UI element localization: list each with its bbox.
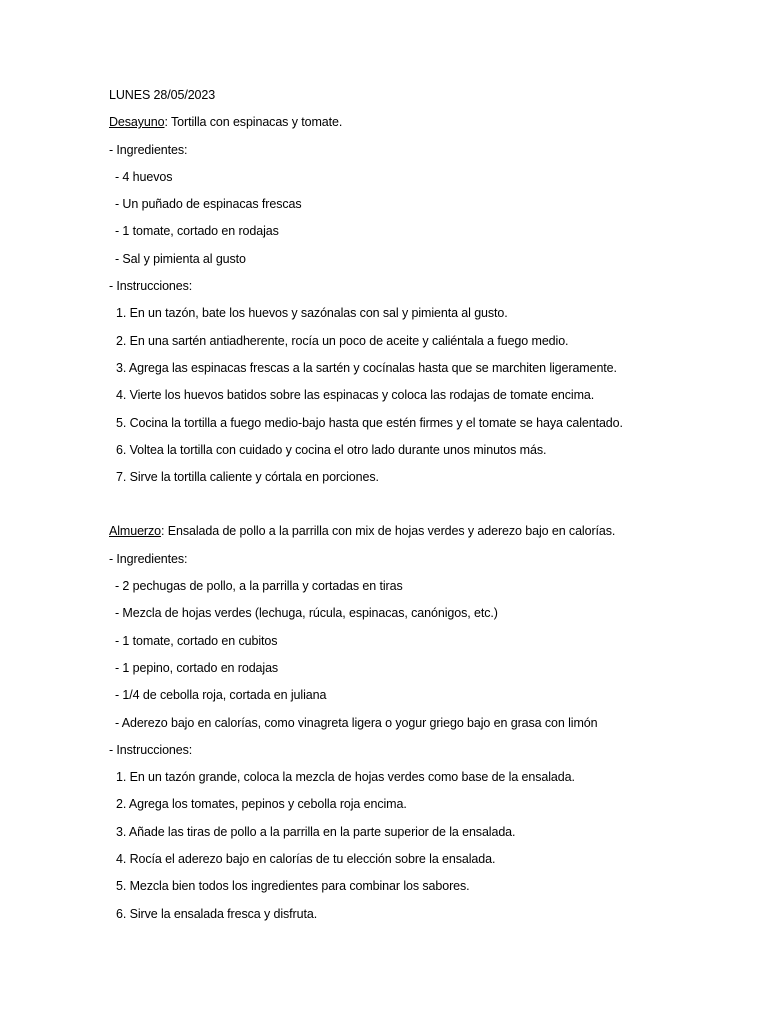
lunch-ingredient-item: - 1/4 de cebolla roja, cortada en juliana bbox=[115, 688, 327, 703]
lunch-instruction-step: 2. Agrega los tomates, pepinos y cebolla roja encima. bbox=[116, 797, 407, 812]
breakfast-instruction-step: 3. Agrega las espinacas frescas a la sartén y cocínalas hasta que se marchiten ligeramente. bbox=[116, 360, 617, 375]
section-spacer bbox=[109, 495, 729, 522]
lunch-instructions-heading: - Instrucciones: bbox=[109, 742, 193, 757]
lunch-instruction-step: 1. En un tazón grande, coloca la mezcla de hojas verdes como base de la ensalada. bbox=[116, 770, 575, 785]
breakfast-instructions-heading: - Instrucciones: bbox=[109, 279, 193, 294]
lunch-ingredient-item: - 2 pechugas de pollo, a la parrilla y cortadas en tiras bbox=[115, 579, 403, 594]
lunch-label: Almuerzo bbox=[109, 524, 161, 539]
breakfast-instruction-step: 2. En una sartén antiadherente, rocía un poco de aceite y caliéntala a fuego medio. bbox=[116, 333, 569, 348]
lunch-ingredient-item: - Mezcla de hojas verdes (lechuga, rúcula, espinacas, canónigos, etc.) bbox=[115, 606, 498, 621]
breakfast-description: Tortilla con espinacas y tomate. bbox=[167, 115, 343, 130]
breakfast-instruction-step: 4. Vierte los huevos batidos sobre las espinacas y coloca las rodajas de tomate encima. bbox=[116, 388, 595, 403]
breakfast-ingredient-item: - 1 tomate, cortado en rodajas bbox=[115, 224, 279, 239]
breakfast-instruction-step: 5. Cocina la tortilla a fuego medio-bajo hasta que estén firmes y el tomate se haya calentado. bbox=[116, 415, 623, 430]
breakfast-separator: : bbox=[164, 115, 168, 130]
lunch-ingredient-item: - 1 tomate, cortado en cubitos bbox=[115, 633, 278, 648]
breakfast-instruction-step: 1. En un tazón, bate los huevos y sazónalas con sal y pimienta al gusto. bbox=[116, 306, 508, 321]
lunch-title-line bbox=[109, 522, 729, 549]
breakfast-instruction-step: 6. Voltea la tortilla con cuidado y cocina el otro lado durante unos minutos más. bbox=[116, 442, 547, 457]
breakfast-title-line bbox=[109, 113, 729, 140]
lunch-separator: : bbox=[161, 524, 165, 539]
breakfast-label: Desayuno bbox=[109, 115, 165, 130]
breakfast-ingredient-item: - Un puñado de espinacas frescas bbox=[115, 197, 302, 212]
lunch-ingredient-item: - Aderezo bajo en calorías, como vinagreta ligera o yogur griego bajo en grasa con limón bbox=[115, 715, 598, 730]
breakfast-ingredient-item: - Sal y pimienta al gusto bbox=[115, 251, 246, 266]
lunch-instruction-step: 6. Sirve la ensalada fresca y disfruta. bbox=[116, 906, 318, 921]
lunch-description: Ensalada de pollo a la parrilla con mix de hojas verdes y aderezo bajo en calorías. bbox=[164, 524, 616, 539]
lunch-ingredients-heading: - Ingredientes: bbox=[109, 551, 188, 566]
lunch-ingredient-item: - 1 pepino, cortado en rodajas bbox=[115, 660, 279, 675]
lunch-instruction-step: 5. Mezcla bien todos los ingredientes para combinar los sabores. bbox=[116, 879, 470, 894]
breakfast-instruction-step: 7. Sirve la tortilla caliente y córtala en porciones. bbox=[116, 470, 379, 485]
breakfast-ingredients-heading: - Ingredientes: bbox=[109, 142, 188, 157]
date-heading: LUNES 28/05/2023 bbox=[109, 88, 216, 102]
document-body bbox=[109, 86, 729, 932]
lunch-instruction-step: 3. Añade las tiras de pollo a la parrilla en la parte superior de la ensalada. bbox=[116, 824, 516, 839]
lunch-instruction-step: 4. Rocía el aderezo bajo en calorías de tu elección sobre la ensalada. bbox=[116, 852, 496, 867]
breakfast-ingredient-item: - 4 huevos bbox=[115, 169, 173, 184]
